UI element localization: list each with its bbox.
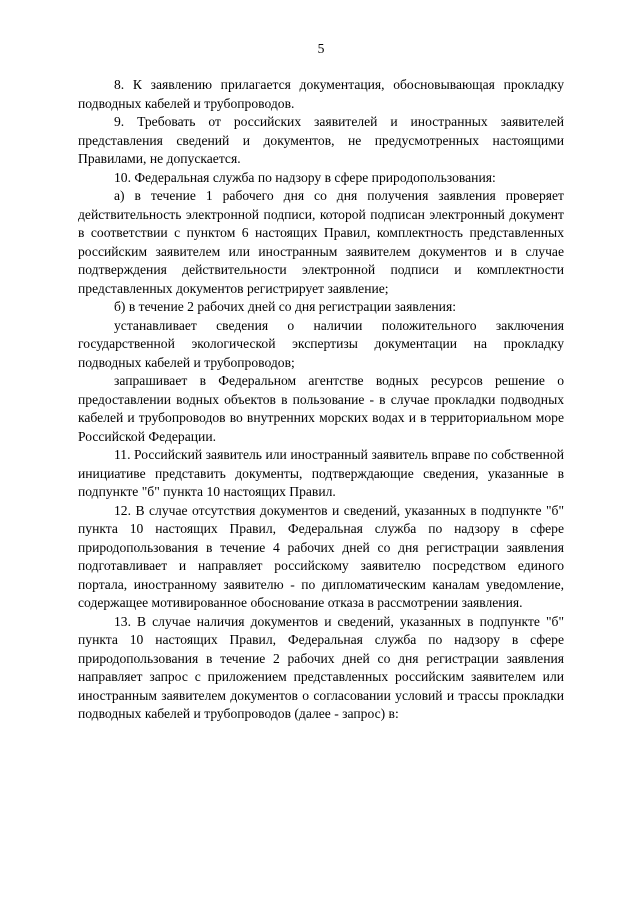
document-page (78, 36, 564, 724)
paragraph-9: 9. Требовать от российских заявителей и иностранных заявителей представления сведений и документов, не предусмотренных настоящими Правилами, не допускается. (78, 114, 564, 166)
paragraph-13: 13. В случае наличия документов и сведений, указанных в подпункте "б" пункта 10 настоящих Правил, Федеральная служба по надзору в сфере природопользования в течение 2 рабочих дней со дня регистрации заявления направляет запрос с приложением представленных российским заявителем или иностранным заявителем документов о согласовании условий и трассы прокладки подводных кабелей и трубопроводов (далее - запрос) в: (78, 613, 564, 721)
paragraph-10-b-item-2: запрашивает в Федеральном агентстве водных ресурсов решение о предоставлении водных объектов в пользование - в случае прокладки подводных кабелей и трубопроводов во внутренних морских водах и в территориальном море Российской Федерации. (78, 373, 564, 444)
paragraph-12: 12. В случае отсутствия документов и сведений, указанных в подпункте "б" пункта 10 настоящих Правил, Федеральная служба по надзору в сфере природопользования в течение 4 рабочих дней со дня регистрации заявления подготавливает и направляет российскому заявителю посредством единого портала, иностранному заявителю - по дипломатическим каналам уведомление, содержащее мотивированное обоснование отказа в рассмотрении заявления. (78, 502, 564, 610)
paragraph-10-b-item-1: устанавливает сведения о наличии положительного заключения государственной экологической экспертизы документации на прокладку подводных кабелей и трубопроводов; (78, 317, 564, 370)
paragraph-10: 10. Федеральная служба по надзору в сфере природопользования: (114, 169, 496, 185)
paragraph-10-b: б) в течение 2 рабочих дней со дня регистрации заявления: (114, 299, 456, 314)
paragraph-11: 11. Российский заявитель или иностранный заявитель вправе по собственной инициативе представить документы, подтверждающие сведения, указанные в подпункте "б" пункта 10 настоящих Правил. (78, 447, 564, 499)
page-number: 5 (317, 41, 325, 56)
paragraph-10-a: а) в течение 1 рабочего дня со дня получения заявления проверяет действительность электронной подписи, которой подписан электронный документ в соответствии с пунктом 6 настоящих Правил, комплектность представленных российским заявителем или иностранным заявителем документов и в случае подтверждения действительности электронной подписи и комплектности представленных документов регистрирует заявление; (78, 188, 564, 296)
paragraph-8: 8. К заявлению прилагается документация, обосновывающая прокладку подводных кабелей и трубопроводов. (78, 77, 564, 111)
